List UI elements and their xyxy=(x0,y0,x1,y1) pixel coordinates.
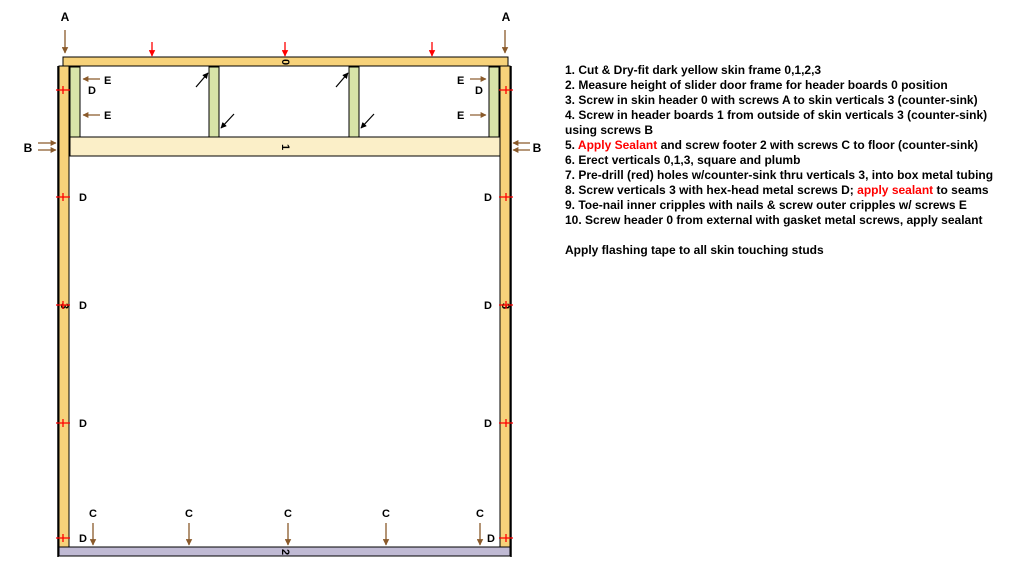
screw-d-label: D xyxy=(79,418,87,430)
screws-c xyxy=(89,508,484,545)
inner-cripple-left xyxy=(209,67,219,137)
outer-cripple-left xyxy=(70,67,80,137)
step-text: 2. Measure height of slider door frame for header boards 0 position xyxy=(565,78,948,92)
step-text: and screw footer 2 with screws C to floor (counter-sink) xyxy=(657,138,978,152)
toe-nail-arrow xyxy=(361,114,374,128)
screw-a-label-right: A xyxy=(501,10,511,24)
step-text: 1. Cut & Dry-fit dark yellow skin frame 0,1,2,3 xyxy=(565,63,822,77)
toe-nail-arrow xyxy=(336,73,348,87)
screw-d-label: D xyxy=(484,418,492,430)
screw-c-label: C xyxy=(382,508,390,520)
screw-d-label: D xyxy=(79,300,87,312)
screw-e-label: E xyxy=(104,75,112,87)
screw-c-label: C xyxy=(89,508,97,520)
screw-c-label: C xyxy=(185,508,193,520)
step-text: 6. Erect verticals 0,1,3, square and plumb xyxy=(565,153,801,167)
screw-d-label: D xyxy=(88,85,96,97)
screw-c-label: C xyxy=(476,508,484,520)
screw-d-label: D xyxy=(79,533,87,545)
toe-nail-arrow xyxy=(221,114,234,128)
sealant-highlight: Apply Sealant xyxy=(577,138,658,152)
footer-label: 2 xyxy=(279,548,292,556)
instruction-steps xyxy=(565,63,1020,228)
instruction-step xyxy=(565,153,1020,168)
screw-d-label: D xyxy=(79,192,87,204)
outer-cripple-right xyxy=(489,67,499,137)
inner-cripple-right xyxy=(349,67,359,137)
screw-b-label-left: B xyxy=(23,141,33,155)
toe-nail-arrow xyxy=(196,73,208,87)
sealant-highlight: apply sealant xyxy=(857,183,934,197)
step-text: 8. Screw verticals 3 with hex-head metal screws D; xyxy=(565,183,858,197)
instruction-step xyxy=(565,168,1020,183)
screw-e-label: E xyxy=(457,75,465,87)
left-vertical-label: 3 xyxy=(58,302,71,310)
screw-b-label-right: B xyxy=(532,141,542,155)
header-label: 0 xyxy=(279,58,292,66)
screw-c-label: C xyxy=(284,508,292,520)
instruction-step xyxy=(565,213,1020,228)
screw-d-label: D xyxy=(484,300,492,312)
screw-d-label: D xyxy=(487,533,495,545)
screw-e-label: E xyxy=(104,110,112,122)
instruction-step xyxy=(565,78,1020,93)
step-text: 4. Screw in header boards 1 from outside of skin verticals 3 (counter-sink) using screws B xyxy=(565,108,988,137)
instruction-step xyxy=(565,63,1020,78)
instruction-step xyxy=(565,108,1020,138)
instruction-step xyxy=(565,198,1020,213)
flashing-tape-note: Apply flashing tape to all skin touching studs xyxy=(565,243,824,257)
instruction-step xyxy=(565,138,1020,153)
screw-d-label: D xyxy=(475,85,483,97)
step-text: 3. Screw in skin header 0 with screws A to skin verticals 3 (counter-sink) xyxy=(565,93,978,107)
instruction-step xyxy=(565,183,1020,198)
instruction-step xyxy=(565,93,1020,108)
step-text: to seams xyxy=(933,183,989,197)
step-text: 5. xyxy=(565,138,578,152)
right-vertical-label: 3 xyxy=(499,302,512,310)
screw-e-label: E xyxy=(457,110,465,122)
step-text: 9. Toe-nail inner cripples with nails & screw outer cripples w/ screws E xyxy=(565,198,967,212)
screw-d-label: D xyxy=(484,192,492,204)
step-text: 7. Pre-drill (red) holes w/counter-sink thru verticals 3, into box metal tubing xyxy=(565,168,994,182)
assembly-instructions xyxy=(565,63,1020,258)
header-boards-label: 1 xyxy=(279,143,292,151)
step-text: 10. Screw header 0 from external with gasket metal screws, apply sealant xyxy=(565,213,983,227)
screw-a-label-left: A xyxy=(60,10,70,24)
